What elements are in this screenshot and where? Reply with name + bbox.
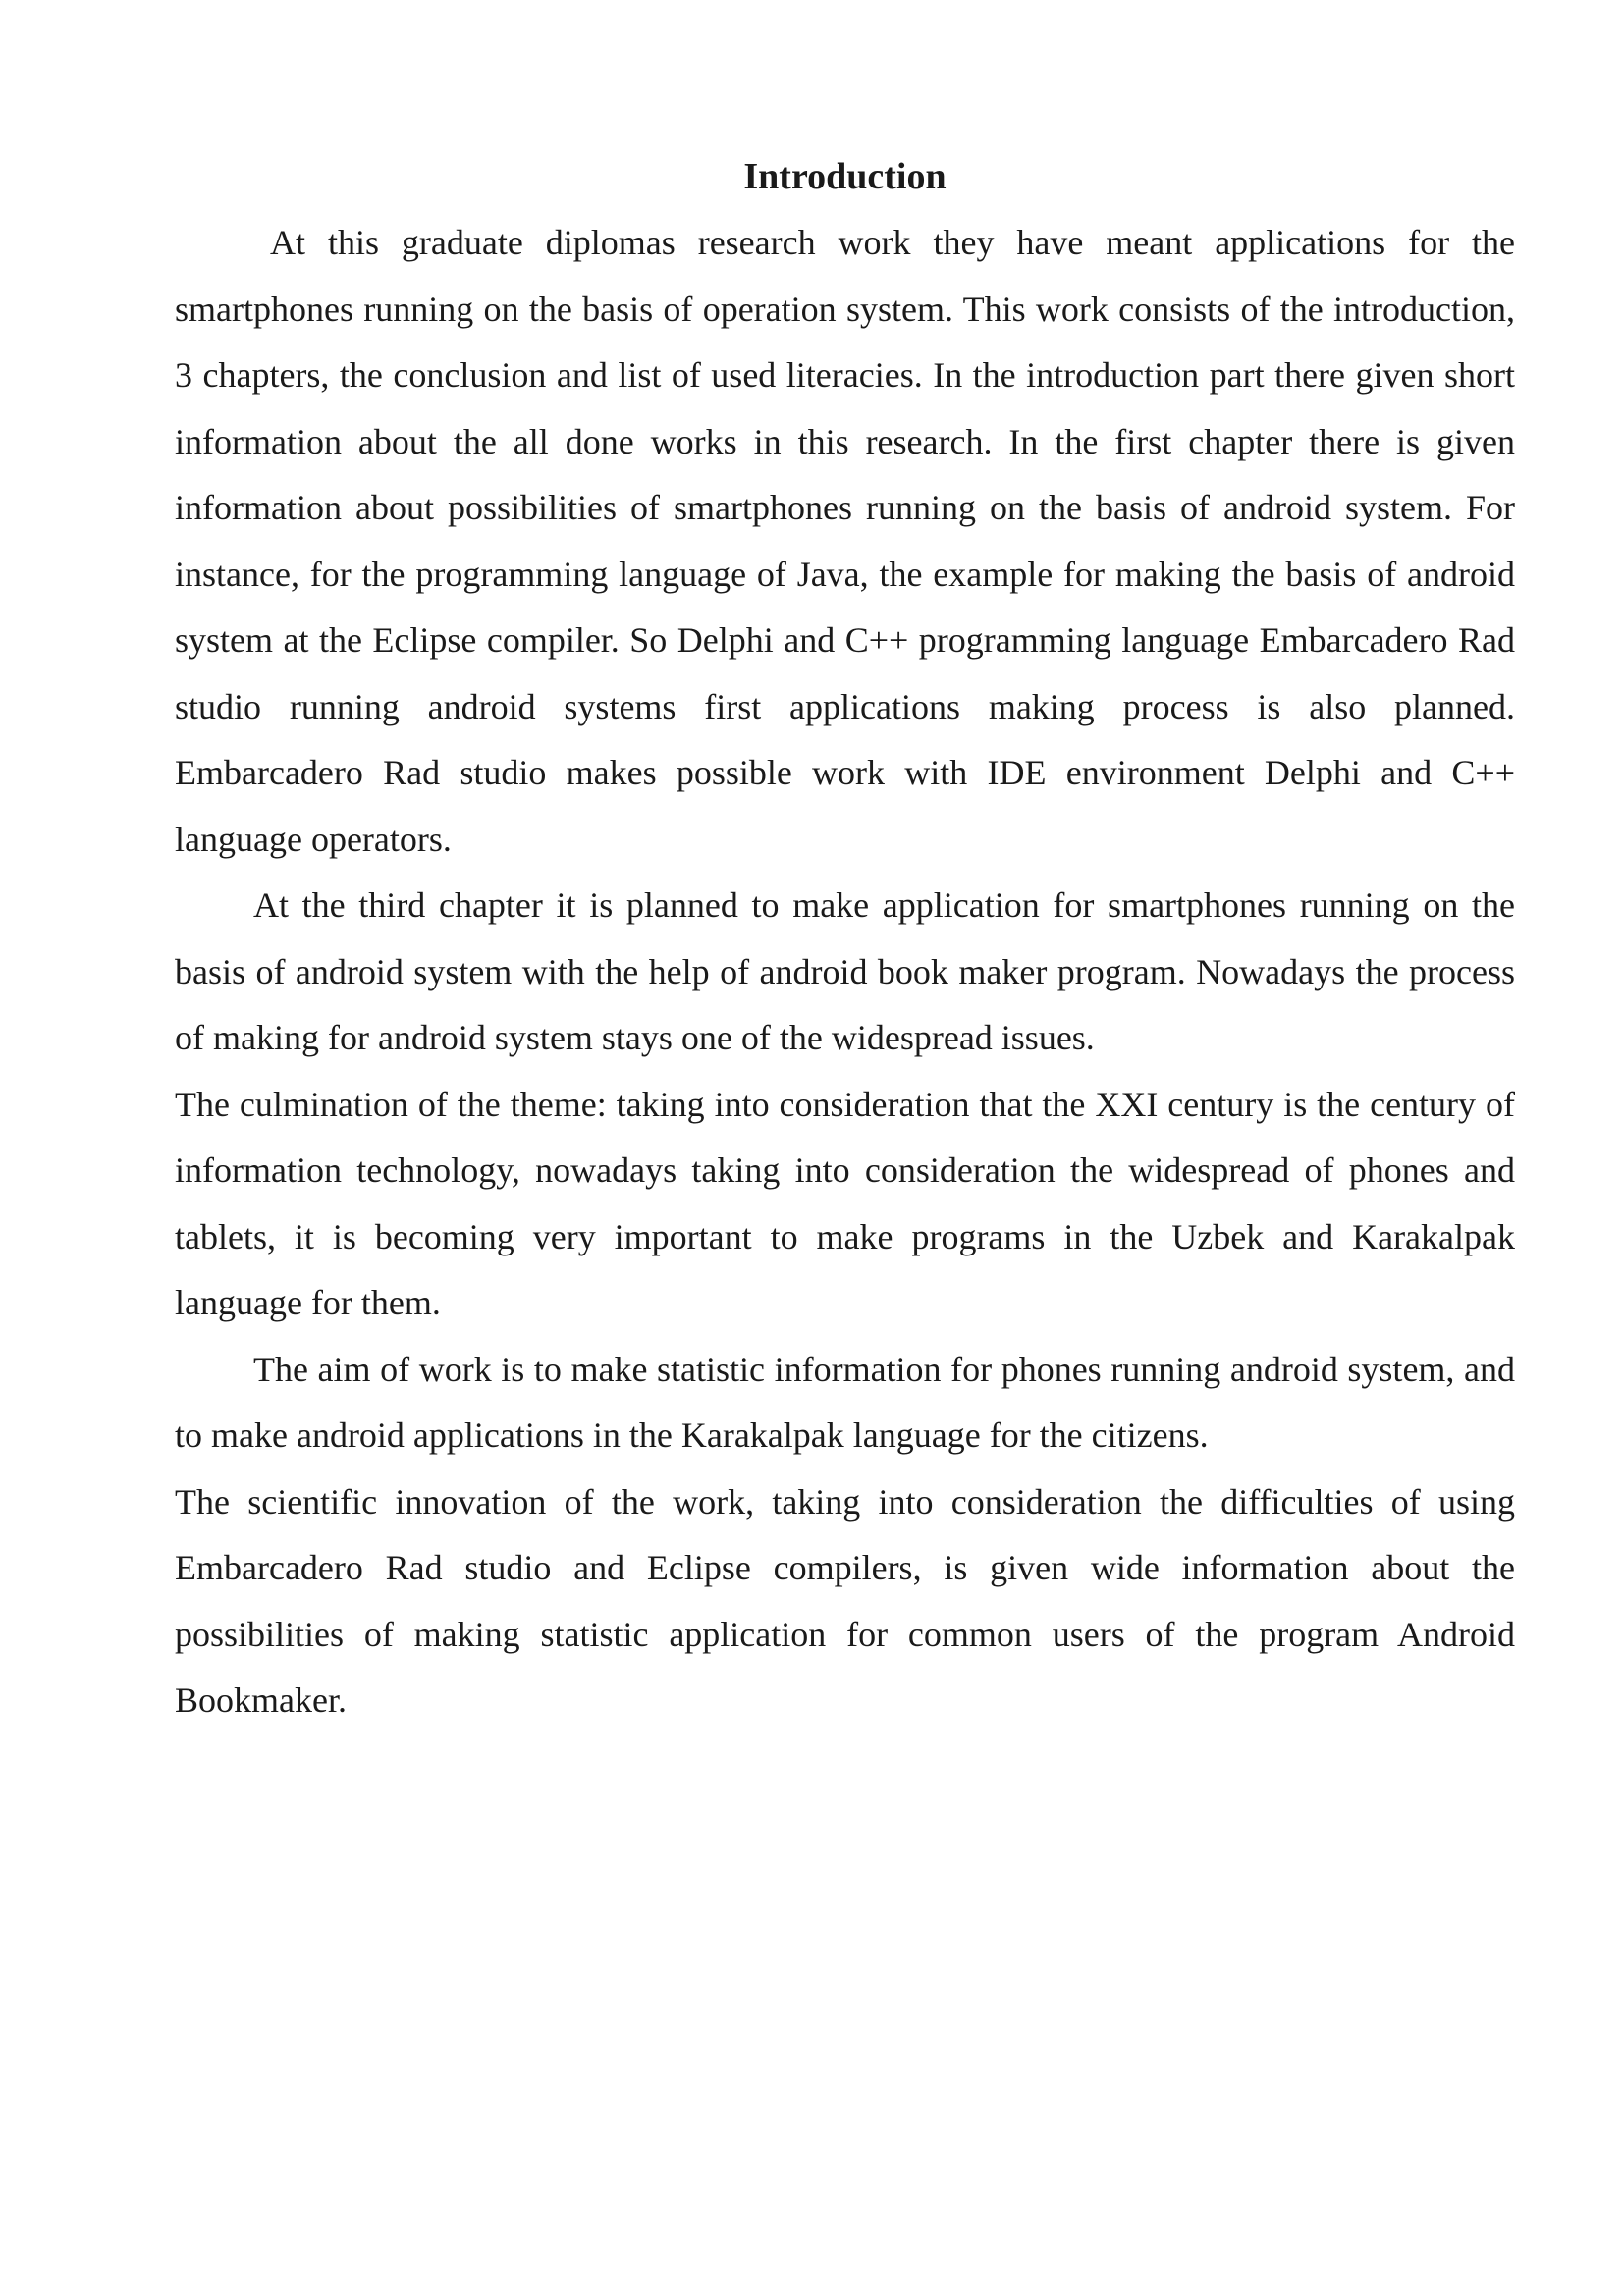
- paragraph-third-chapter: At the third chapter it is planned to make application for smartphones running on the basis of android system with the help of android book maker program. Nowadays the process of making for android system stays one of the widespread issues.: [175, 885, 1515, 1057]
- paragraph-scientific-innovation: The scientific innovation of the work, taking into consideration the difficulties of using Embarcadero Rad studio and Eclipse compilers, is given wide information about the possibilities of making statistic application for common users of the program Android Bookmaker.: [175, 1481, 1515, 1720]
- document-body: [175, 143, 1515, 1735]
- paragraph-overview: At this graduate diplomas research work they have meant applications for the smartphones running on the basis of operation system. This work consists of the introduction, 3 chapters, the conclusion and list of used literacies. In the introduction part there given short information about the all done works in this research. In the first chapter there is given information about possibilities of smartphones running on the basis of android system. For instance, for the programming language of Java, the example for making the basis of android system at the Eclipse compiler. So Delphi and C++ programming language Embarcadero Rad studio running android systems first applications making process is also planned. Embarcadero Rad studio makes possible work with IDE environment Delphi and C++ language operators.: [175, 223, 1515, 859]
- page-title: Introduction: [743, 156, 947, 197]
- paragraph-aim: The aim of work is to make statistic information for phones running android system, and to make android applications in the Karakalpak language for the citizens.: [175, 1349, 1515, 1455]
- paragraph-culmination: The culmination of the theme: taking into consideration that the XXI century is the century of information technology, nowadays taking into consideration the widespread of phones and tablets, it is becoming very important to make programs in the Uzbek and Karakalpak language for them.: [175, 1084, 1515, 1322]
